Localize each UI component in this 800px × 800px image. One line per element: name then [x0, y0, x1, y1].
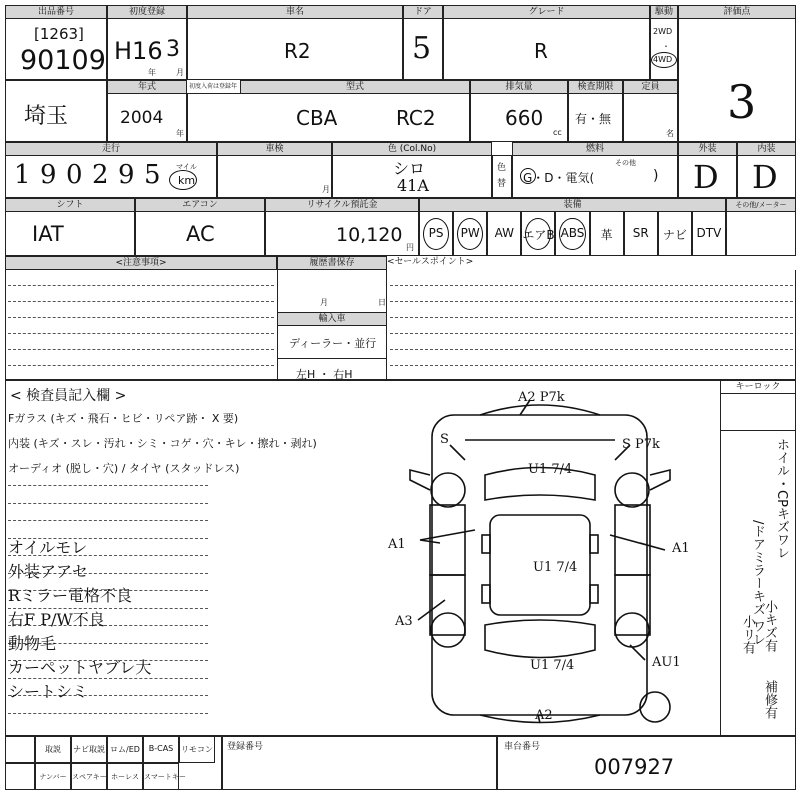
mileage-unit-km: km [178, 174, 196, 187]
shaken-label: 車検 [217, 142, 332, 156]
recycle-label: リサイクル預託金 [265, 198, 419, 212]
type-prefix: CBA [296, 106, 338, 130]
equipment-circle [525, 218, 551, 250]
inspector-line-1: Fガラス (キズ・飛石・ヒビ・リペア跡・ X 要) [8, 412, 239, 425]
handwritten-note: シートシミ [8, 682, 89, 701]
ac-box [135, 211, 265, 256]
caution-line [8, 301, 274, 302]
sales-label: <セールスポイント> [387, 256, 796, 270]
equipment-item [419, 211, 453, 256]
equipment-circle [559, 218, 585, 250]
caution-label: <注意事項> [5, 256, 277, 270]
handle-fl [482, 535, 490, 553]
km-circle [169, 170, 197, 190]
door-front-right [615, 505, 650, 575]
exterior-label: 外装 [678, 142, 737, 156]
damage-label: AU1 [652, 655, 681, 670]
lot-number: 90109 [20, 45, 106, 76]
bottom-label: ロム/ED [110, 745, 140, 754]
bottom-label: B-CAS [148, 744, 174, 753]
lot-prefix: [1263] [34, 25, 84, 43]
color-label: 色 (Col.No) [332, 142, 492, 156]
year-note-wrap [187, 80, 238, 94]
year-label: 年式 [107, 80, 187, 94]
handle-rl [482, 585, 490, 603]
handle-fr [590, 535, 598, 553]
region-box [5, 80, 107, 142]
leader-au1 [630, 645, 645, 660]
mileage-box [5, 155, 217, 198]
drive-box [650, 18, 678, 80]
seats-unit: 名 [666, 129, 674, 138]
mileage-digit: 5 [144, 160, 161, 190]
history-label: 履歴書保存 [277, 256, 387, 270]
chassis-label: 車台番号 [504, 742, 541, 752]
handwritten-note: 右F P/W不良 [8, 610, 105, 629]
interior-value: D [752, 158, 778, 196]
door-front-left [430, 505, 465, 575]
drive-2wd: 2WD [653, 27, 673, 36]
caution-line [8, 285, 274, 286]
mileage-digit: 9 [118, 160, 135, 190]
month-unit: 月 [176, 68, 184, 77]
type-code: RC2 [396, 106, 436, 130]
equipment-label: SR [632, 226, 649, 240]
damage-label: A3 [395, 614, 413, 629]
fuel-box [512, 155, 678, 198]
damage-label: A1 [388, 537, 406, 552]
equipment-item [624, 211, 658, 256]
import-type: ディーラー・並行 [289, 337, 377, 350]
equip-label: 装備 [419, 198, 726, 212]
bottom-cell-top [179, 736, 215, 763]
fuel-options: G・D・電気( [523, 171, 595, 185]
mileage-digit: 9 [40, 160, 57, 190]
inspection-box [568, 93, 623, 142]
region-value: 埼玉 [24, 104, 69, 129]
sales-line [390, 301, 793, 302]
score-value: 3 [727, 75, 757, 129]
shaken-unit: 月 [322, 185, 330, 194]
drive-dot: ・ [662, 42, 670, 51]
cc-box [470, 93, 568, 142]
bottom-label: 取説 [45, 745, 61, 754]
year-box [107, 93, 187, 142]
equipment-label: PW [460, 226, 480, 240]
ruled-line [8, 503, 208, 504]
sales-line [390, 317, 793, 318]
sales-line [390, 349, 793, 350]
year-unit: 年 [148, 68, 156, 77]
wheel-rear-right [615, 613, 649, 647]
equipment-item [658, 211, 692, 256]
damage-label: S [440, 432, 449, 447]
model-value: R2 [284, 39, 311, 63]
year-unit-2: 年 [176, 129, 184, 138]
ac-label: エアコン [135, 198, 265, 212]
caution-line [8, 365, 274, 366]
mileage-unit-mile: マイル [176, 163, 197, 171]
bottom-label: リモコン [181, 745, 213, 754]
caution-line [8, 349, 274, 350]
first-reg-month: 3 [166, 37, 180, 62]
equipment-dtv-pad [726, 211, 796, 256]
wheel-rear-left [431, 613, 465, 647]
chassis-number: 007927 [594, 755, 675, 779]
spare-wheel [640, 692, 670, 722]
handle-side: 左H ・ 右H [296, 368, 353, 381]
color-box [332, 155, 492, 198]
seats-label: 定員 [623, 80, 678, 94]
shaken-box [217, 155, 332, 198]
inspector-line-2: 内装 (キズ・スレ・汚れ・シミ・コゲ・穴・キレ・擦れ・剥れ) [8, 437, 317, 450]
caution-line [8, 333, 274, 334]
mirror-right [650, 470, 670, 490]
side-vertical-line: ホイル・CPキズワレ [774, 438, 789, 559]
front-bumper [480, 405, 600, 415]
grade-value: R [534, 39, 548, 63]
damage-label: A2 [535, 708, 553, 723]
etc-label: その他/メーター [726, 198, 796, 212]
equipment-label: エアB [522, 228, 555, 242]
equipment-label: AW [494, 226, 514, 240]
first-reg-label: 初度登録 [107, 5, 187, 19]
damage-label: U1 7/4 [530, 658, 575, 673]
sales-line [390, 285, 793, 286]
import-divider [277, 358, 387, 359]
mileage-digit: 1 [14, 160, 31, 190]
door-box [403, 18, 443, 80]
sales-line [390, 365, 793, 366]
damage-label: A2 P7k [518, 390, 565, 405]
equipment-label: ナビ [662, 228, 687, 242]
doors-value: 5 [412, 31, 432, 66]
drive-4wd-circle [651, 52, 677, 68]
equipment-label: ABS [560, 226, 585, 240]
leader-a1-left [420, 530, 475, 543]
equipment-label: DTV [696, 226, 722, 240]
equipment-circle [457, 218, 483, 250]
grade-box [443, 18, 650, 80]
handwritten-note: カーペットヤブレ大 [8, 658, 152, 677]
equipment-item [453, 211, 487, 256]
fuel-close: ) [653, 168, 659, 184]
color-change: 色替 [497, 163, 507, 189]
side-vertical-line: 小キズ有 [762, 600, 777, 652]
interior-label: 内装 [737, 142, 796, 156]
seats-box [623, 93, 678, 142]
ruled-line [8, 485, 208, 486]
chassis-box [497, 736, 796, 790]
cc-unit: cc [553, 128, 562, 137]
bottom-label: ホーレス [111, 773, 139, 781]
bottom-label: ナンバー [39, 773, 67, 781]
handwritten-note: オイルモレ [8, 538, 88, 557]
recycle-amount: 10,120 [336, 224, 403, 246]
bottom-label: スマートキー [144, 773, 186, 781]
damage-label: U1 7/4 [533, 560, 578, 575]
bottom-cell-top [71, 736, 107, 763]
history-day: 日 [378, 298, 386, 307]
wheel-front-left [431, 473, 465, 507]
door-label: ドア [403, 5, 443, 19]
caution-line [8, 317, 274, 318]
year-note: 初度入荷は登録年 [189, 83, 238, 90]
handwritten-note: 動物毛 [8, 634, 57, 653]
equipment-label: PS [428, 226, 444, 240]
keylock-label: キーロック [720, 380, 796, 394]
year-value: 2004 [120, 108, 164, 128]
side-divider [720, 430, 796, 431]
exterior-value: D [693, 158, 719, 196]
score-box [678, 18, 796, 142]
sales-line [390, 333, 793, 334]
first-reg-box [107, 18, 187, 80]
damage-label: S P7k [622, 437, 660, 452]
equipment-circle [423, 218, 449, 250]
mileage-digit: 2 [92, 160, 109, 190]
bottom-spacer [5, 736, 35, 763]
grade-label: グレード [443, 5, 650, 19]
drive-label: 駆動 [650, 5, 678, 19]
model-label: 車名 [187, 5, 403, 19]
score-label: 評価点 [678, 5, 796, 19]
color-code: 41A [397, 176, 429, 195]
notes-area [5, 256, 796, 380]
type-label: 型式 [240, 80, 470, 94]
door-rear-left [430, 575, 465, 635]
cc-value: 660 [505, 106, 544, 130]
reg-box [222, 736, 497, 790]
reg-label: 登録番号 [227, 742, 264, 752]
wheel-front-right [615, 473, 649, 507]
bottom-cell-top [35, 736, 71, 763]
inspector-title: < 検査員記入欄 > [10, 388, 127, 404]
bottom-cell-top [143, 736, 179, 763]
lot-box [5, 18, 107, 80]
equipment-item [521, 211, 555, 256]
inspection-value: 有・無 [575, 112, 612, 126]
color-change-box [492, 155, 512, 198]
side-vertical-line: /ドアミラーキズ ワレ [750, 520, 765, 646]
mileage-digit: 0 [66, 160, 83, 190]
door-rear-right [615, 575, 650, 635]
lot-label: 出品番号 [5, 5, 107, 19]
bottom-spacer [5, 763, 35, 790]
shift-box [5, 211, 135, 256]
bottom-cell-bottom [35, 763, 71, 790]
ruled-line [8, 713, 208, 714]
equipment-item [692, 211, 726, 256]
fuel-label: 燃料 [512, 142, 678, 156]
mirror-left [410, 470, 430, 490]
side-vertical-line: 小リ有 [740, 615, 755, 654]
bottom-label: ナビ取説 [73, 745, 105, 754]
handwritten-note: 外装アアセ [8, 562, 88, 581]
fuel-g-circle [520, 168, 536, 184]
equipment-item [555, 211, 589, 256]
bottom-cell-top [107, 736, 143, 763]
bottom-cell-bottom [143, 763, 186, 790]
exterior-box [678, 155, 737, 198]
ruled-line [8, 520, 208, 521]
equipment-item [590, 211, 624, 256]
recycle-unit: 円 [406, 243, 414, 252]
bottom-cell-bottom [107, 763, 143, 790]
import-label: 輸入車 [277, 312, 387, 326]
side-vertical-line: 補修有 [762, 680, 777, 719]
inspection-label: 検査期限 [568, 80, 623, 94]
type-box [187, 93, 470, 142]
damage-label: U1 7/4 [528, 462, 573, 477]
mileage-label: 走行 [5, 142, 217, 156]
ac-value: AC [186, 222, 215, 246]
history-month: 月 [320, 298, 328, 307]
shift-value: IAT [32, 222, 64, 246]
first-reg-era: H16 [114, 37, 163, 65]
inspector-line-3: オーディオ (脱し・穴) / タイヤ (スタッドレス) [8, 462, 240, 475]
rear-window [485, 620, 595, 658]
recycle-box [265, 211, 419, 256]
handle-rr [590, 585, 598, 603]
bottom-label: スペアキー [72, 773, 107, 781]
bottom-cell-bottom [71, 763, 107, 790]
cc-label: 排気量 [470, 80, 568, 94]
drive-4wd: 4WD [653, 55, 673, 64]
handwritten-note: Rミラー電格不良 [8, 586, 133, 605]
interior-box [737, 155, 796, 198]
model-box [187, 18, 403, 80]
fuel-other: その他 [615, 159, 636, 167]
shift-label: シフト [5, 198, 135, 212]
leader-a1-right [610, 535, 665, 550]
color-name: シロ [393, 159, 426, 178]
damage-label: A1 [672, 541, 690, 556]
equipment-item [487, 211, 521, 256]
leader-s-left [450, 445, 465, 460]
equipment-label: 革 [600, 228, 613, 242]
